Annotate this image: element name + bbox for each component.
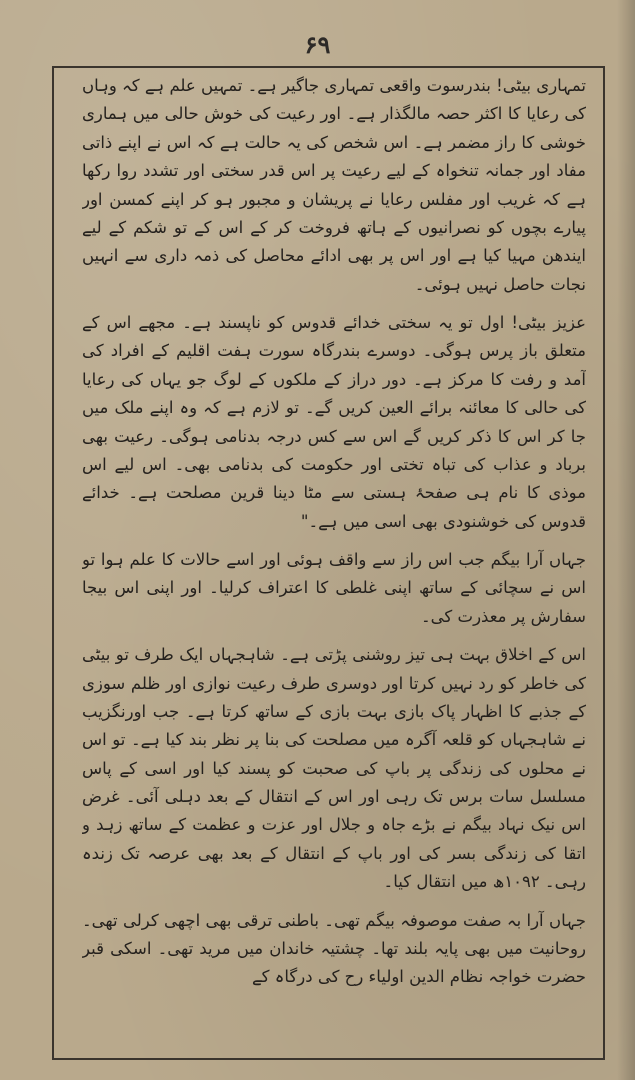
page-body-text: [82, 72, 586, 1052]
page-edge-shadow: [617, 0, 635, 1080]
paragraph-3: جہاں آرا بیگم جب اس راز سے واقف ہوئی اور اسے حالات کا علم ہوا تو اس نے سچائی کے ساتھ اپنی غلطی کا اعتراف کرلیا۔ اور اپنی اس بیجا سفارش پر معذرت کی۔: [82, 550, 586, 626]
page-number: ۶۹: [304, 30, 331, 59]
paragraph-5: جہاں آرا بہ صفت موصوفہ بیگم تھی۔ باطنی ترقی بھی اچھی کرلی تھی۔ روحانیت میں بھی پایہ بلند تھا۔ چشتیہ خاندان میں مرید تھی۔ اسکی قبر حضرت خواجہ نظام الدین اولیاء رح کی درگاہ کے: [82, 910, 586, 987]
paragraph-4: اس کے اخلاق بہت ہی تیز روشنی پڑتی ہے۔ شاہجہاں ایک طرف تو بیٹی کی خاطر کو رد نہیں کرتا اور دوسری طرف رعیت نوازی اور ظلم سوزی کے جذبے کا اظہار پاک بازی بہت بازی کے ساتھ کرتا ہے۔ جب اورنگزیب نے شاہجہاں کو قلعہ آگرہ میں مصلحت کی بنا پر نظر بند کیا ہے۔ تو اس نے محلوں کی زندگی پر باپ کی صحبت کو پسند کیا اور اسی کے پاس مسلسل سات برس تک رہی اور اس کے انتقال کے بعد دہلی آئی۔ غرض اس نیک نہاد بیگم نے بڑے جاہ و جلال اور عزت و عظمت کے ساتھ زہد و اتقا کی زندگی بسر کی اور باپ کے انتقال کے بعد بھی عرصہ تک زندہ رہی۔ ۱۰۹۲ھ میں انتقال کیا۔: [82, 645, 586, 892]
paragraph-2: عزیز بیٹی! اول تو یہ سختی خدائے قدوس کو ناپسند ہے۔ مجھے اس کے متعلق باز پرس ہوگی۔ دوسرے بندرگاہ سورت ہفت اقلیم کے افراد کی آمد و رفت کا مرکز ہے۔ دور دراز کے ملکوں کے لوگ جو یہاں کی رعایا کی حالی کا معائنہ برائے العین کریں گے۔ تو لازم ہے کہ وہ اپنے ملک میں جا کر اس کا ذکر کریں گے اس سے کس درجہ بدنامی ہوگی۔ رعیت بھی برباد و عذاب کی تباہ تختی اور حکومت کی بدنامی بھی۔ اس لیے اس موذی کا نام ہی صفحۂ ہستی سے مٹا دینا قرین مصلحت ہے۔ خدائے قدوس کی خوشنودی بھی اسی میں ہے۔": [82, 313, 586, 531]
paragraph-1: تمہاری بیٹی! بندرسوت واقعی تمہاری جاگیر ہے۔ تمہیں علم ہے کہ وہاں کی رعایا کا اکثر حصہ مالگذار ہے۔ اور رعیت کی خوش حالی میں ہماری خوشی کا راز مضمر ہے۔ اس شخص کی یہ حالت ہے کہ اس نے اپنے ذاتی مفاد اور جمانہ تنخواہ کے لیے رعیت پر اس قدر سختی اور تشدد روا رکھا ہے کہ غریب اور مفلس رعایا نے پریشان و مجبور ہو کر اپنے کمسن اور پیارے بچوں کو نصرانیوں کے ہاتھ فروخت کر کے اس کے تو شکم کے لیے ایندھن مہیا کیا ہے اور اس پر بھی ادائے محاصل کی ذمہ داری سے انہیں نجات حاصل نہیں ہوئی۔: [82, 76, 586, 294]
